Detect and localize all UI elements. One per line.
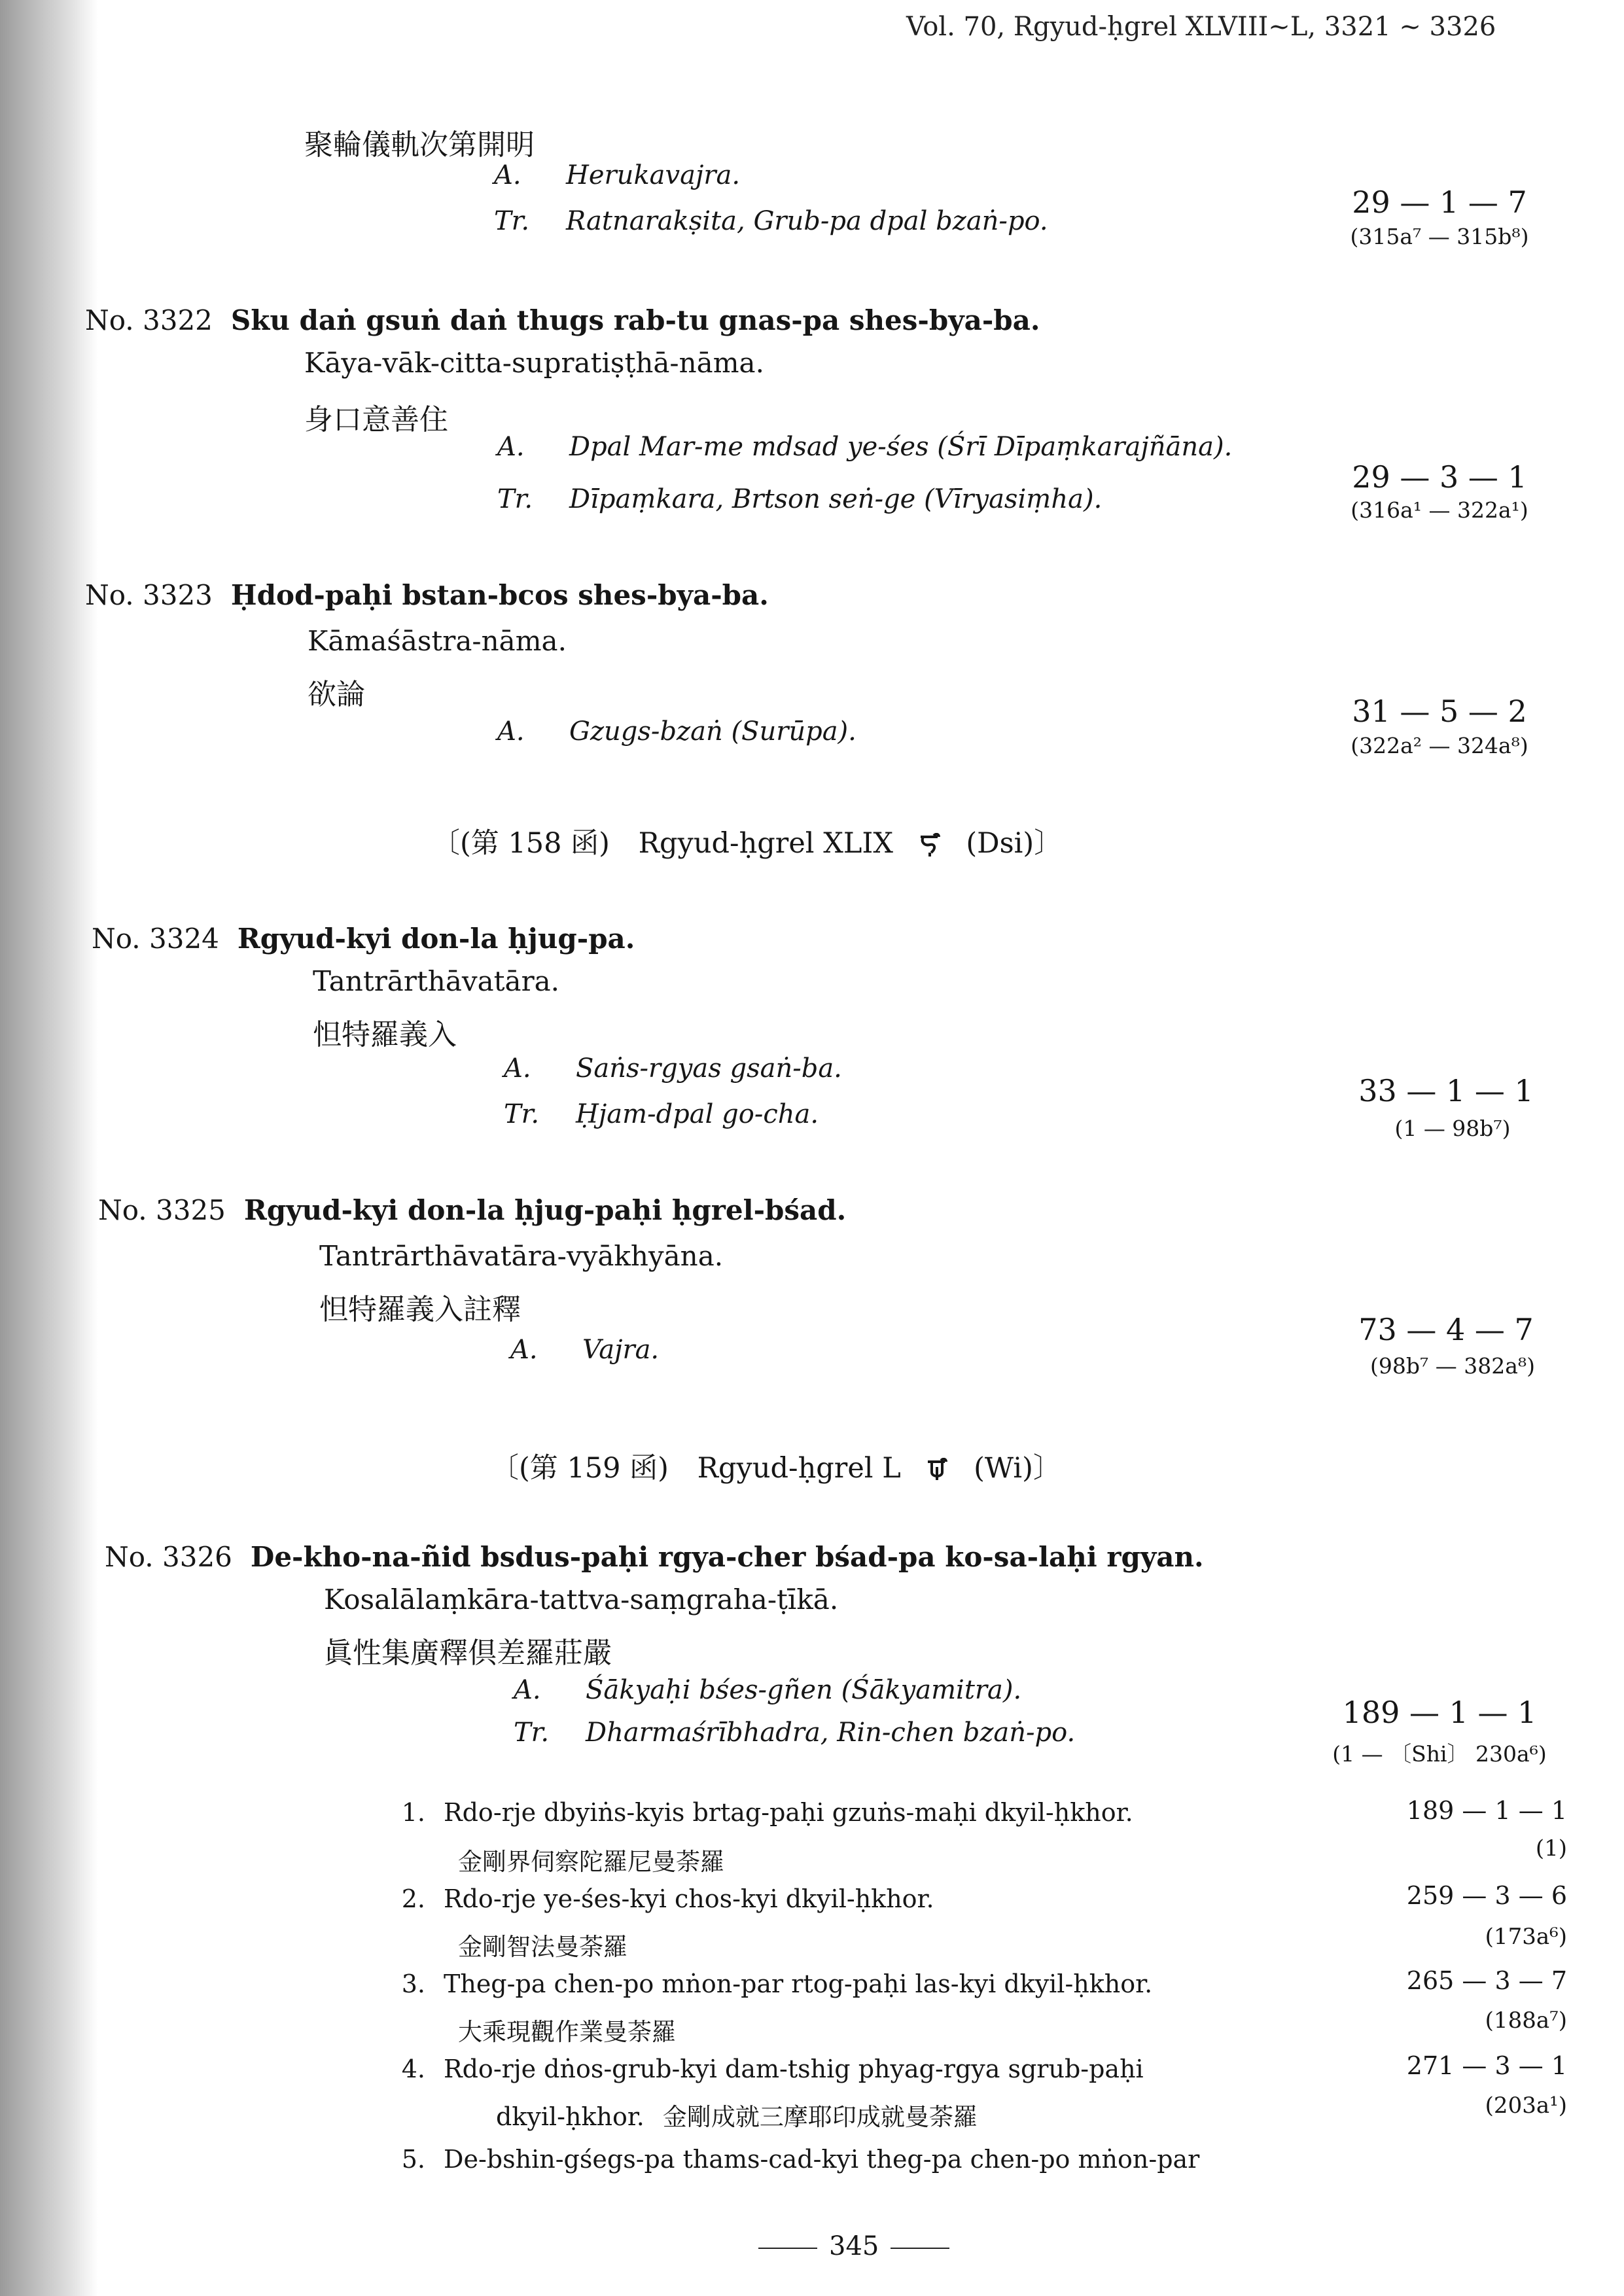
content-item-1-reference: 189 — 1 — 1 [1406,1796,1567,1825]
entry-3322-translator: Tr. Dīpaṃkara, Brtson seṅ-ge (Vīryasiṃha). [497,484,1103,514]
entry-3323-chinese-title: 欲論 [308,678,365,711]
content-item-3: 3. Theg-pa chen-po mṅon-par rtog-paḥi las-kyi dkyil-ḥkhor. [401,1969,1153,1998]
tibetan-letter-wi-icon [925,1458,949,1483]
entry-3325-reference: 73 — 4 — 7 [1358,1312,1534,1347]
entry-3326-author: A. Śākyaḥi bśes-gñen (Śākyamitra). [514,1675,1022,1705]
entry-3322-folio: (316a¹ — 322a¹) [1350,497,1528,523]
entry-3326-reference: 189 — 1 — 1 [1342,1695,1537,1730]
entry-3326-sanskrit-title: Kosalālaṃkāra-tattva-saṃgraha-ṭīkā. [324,1583,839,1616]
binding-shadow [0,0,98,2296]
content-item-4-continuation: dkyil-ḥkhor. 金剛成就三摩耶印成就曼荼羅 [496,2102,978,2131]
entry-3321-chinese-title: 聚輪儀軌次第開明 [304,128,535,162]
content-item-1: 1. Rdo-rje dbyiṅs-kyis brtag-paḥi gzuṅs-maḥi dkyil-ḥkhor. [401,1798,1133,1827]
entry-3325-author: A. Vajra. [510,1335,660,1365]
volume-159-number: 〔(第 159 函) [491,1452,669,1485]
content-item-1-folio: (1) [1535,1835,1567,1862]
entry-3322-reference: 29 — 3 — 1 [1352,459,1527,495]
content-item-2-folio: (173a⁶) [1485,1924,1567,1950]
entry-3324-heading: No. 3324 Rgyud-kyi don-la ḥjug-pa. [92,923,635,955]
entry-3326-heading: No. 3326 De-kho-na-ñid bsdus-paḥi rgya-cher bśad-pa ko-sa-laḥi rgyan. [105,1541,1204,1573]
entry-3325-sanskrit-title: Tantrārthāvatāra-vyākhyāna. [319,1240,724,1272]
entry-3322-sanskrit-title: Kāya-vāk-citta-supratiṣṭhā-nāma. [304,347,764,379]
content-item-4-folio: (203a¹) [1485,2093,1567,2119]
volume-158-number: 〔(第 158 函) [432,827,610,860]
content-item-2: 2. Rdo-rje ye-śes-kyi chos-kyi dkyil-ḥkhor. [401,1884,934,1913]
content-item-5: 5. De-bshin-gśegs-pa thams-cad-kyi theg-pa chen-po mṅon-par [401,2145,1200,2174]
entry-3323-reference: 31 — 5 — 2 [1352,694,1527,729]
volume-158-letter-transliteration: (Dsi)〕 [966,827,1063,860]
content-item-2-chinese: 金剛智法曼荼羅 [458,1933,627,1961]
entry-3323-heading: No. 3323 Ḥdod-paḥi bstan-bcos shes-bya-ba. [85,579,769,611]
content-item-2-reference: 259 — 3 — 6 [1406,1881,1567,1910]
entry-3325-heading: No. 3325 Rgyud-kyi don-la ḥjug-paḥi ḥgrel-bśad. [98,1194,847,1226]
entry-3323-sanskrit-title: Kāmaśāstra-nāma. [308,625,567,657]
entry-3324-chinese-title: 怛特羅義入 [313,1018,457,1051]
content-item-1-chinese: 金剛界伺察陀羅尼曼荼羅 [458,1848,724,1876]
volume-159-heading [491,1446,1061,1486]
volume-158-heading [432,821,1062,861]
entry-3321-author: A. Herukavajra. [494,160,741,190]
entry-3324-sanskrit-title: Tantrārthāvatāra. [313,965,560,997]
page-number: 345 [747,2231,961,2261]
volume-158-name: Rgyud-ḥgrel XLIX [638,827,893,860]
entry-3326-folio: (1 — 〔Shi〕 230a⁶) [1332,1741,1547,1767]
content-item-3-chinese: 大乘現觀作業曼荼羅 [458,2018,676,2046]
entry-3326-translator: Tr. Dharmaśrībhadra, Rin-chen bzaṅ-po. [514,1718,1076,1748]
running-header: Vol. 70, Rgyud-ḥgrel XLVIII~L, 3321 ~ 3326 [906,12,1496,42]
content-item-3-folio: (188a⁷) [1485,2007,1567,2034]
entry-3322-author: A. Dpal Mar-me mdsad ye-śes (Śrī Dīpaṃkarajñāna). [497,432,1233,462]
entry-3323-author: A. Gzugs-bzaṅ (Surūpa). [497,716,856,747]
entry-3325-chinese-title: 怛特羅義入註釋 [319,1293,521,1326]
content-item-4-reference: 271 — 3 — 1 [1406,2051,1567,2080]
entry-3326-chinese-title: 眞性集廣釋倶差羅莊嚴 [324,1636,612,1670]
entry-3324-author: A. Saṅs-rgyas gsaṅ-ba. [504,1053,842,1084]
entry-3325-folio: (98b⁷ — 382a⁸) [1370,1353,1535,1379]
content-item-3-reference: 265 — 3 — 7 [1406,1966,1567,1995]
content-item-4: 4. Rdo-rje dṅos-grub-kyi dam-tshig phyag-rgya sgrub-paḥi [401,2055,1144,2083]
entry-3321-translator: Tr. Ratnarakṣita, Grub-pa dpal bzaṅ-po. [494,206,1048,236]
entry-3324-translator: Tr. Ḥjam-dpal go-cha. [504,1099,819,1129]
entry-3323-folio: (322a² — 324a⁸) [1350,733,1528,758]
tibetan-letter-dsi-icon [918,833,942,858]
entry-3322-heading: No. 3322 Sku daṅ gsuṅ daṅ thugs rab-tu gnas-pa shes-bya-ba. [85,304,1040,336]
volume-159-letter-transliteration: (Wi)〕 [974,1452,1061,1485]
entry-3321-reference: 29 — 1 — 7 [1352,185,1527,220]
entry-3324-reference: 33 — 1 — 1 [1358,1073,1534,1108]
volume-159-name: Rgyud-ḥgrel L [697,1452,901,1485]
entry-3321-folio: (315a⁷ — 315b⁸) [1350,224,1529,249]
entry-3322-chinese-title: 身口意善住 [304,403,448,436]
entry-3324-folio: (1 — 98b⁷) [1394,1116,1511,1141]
